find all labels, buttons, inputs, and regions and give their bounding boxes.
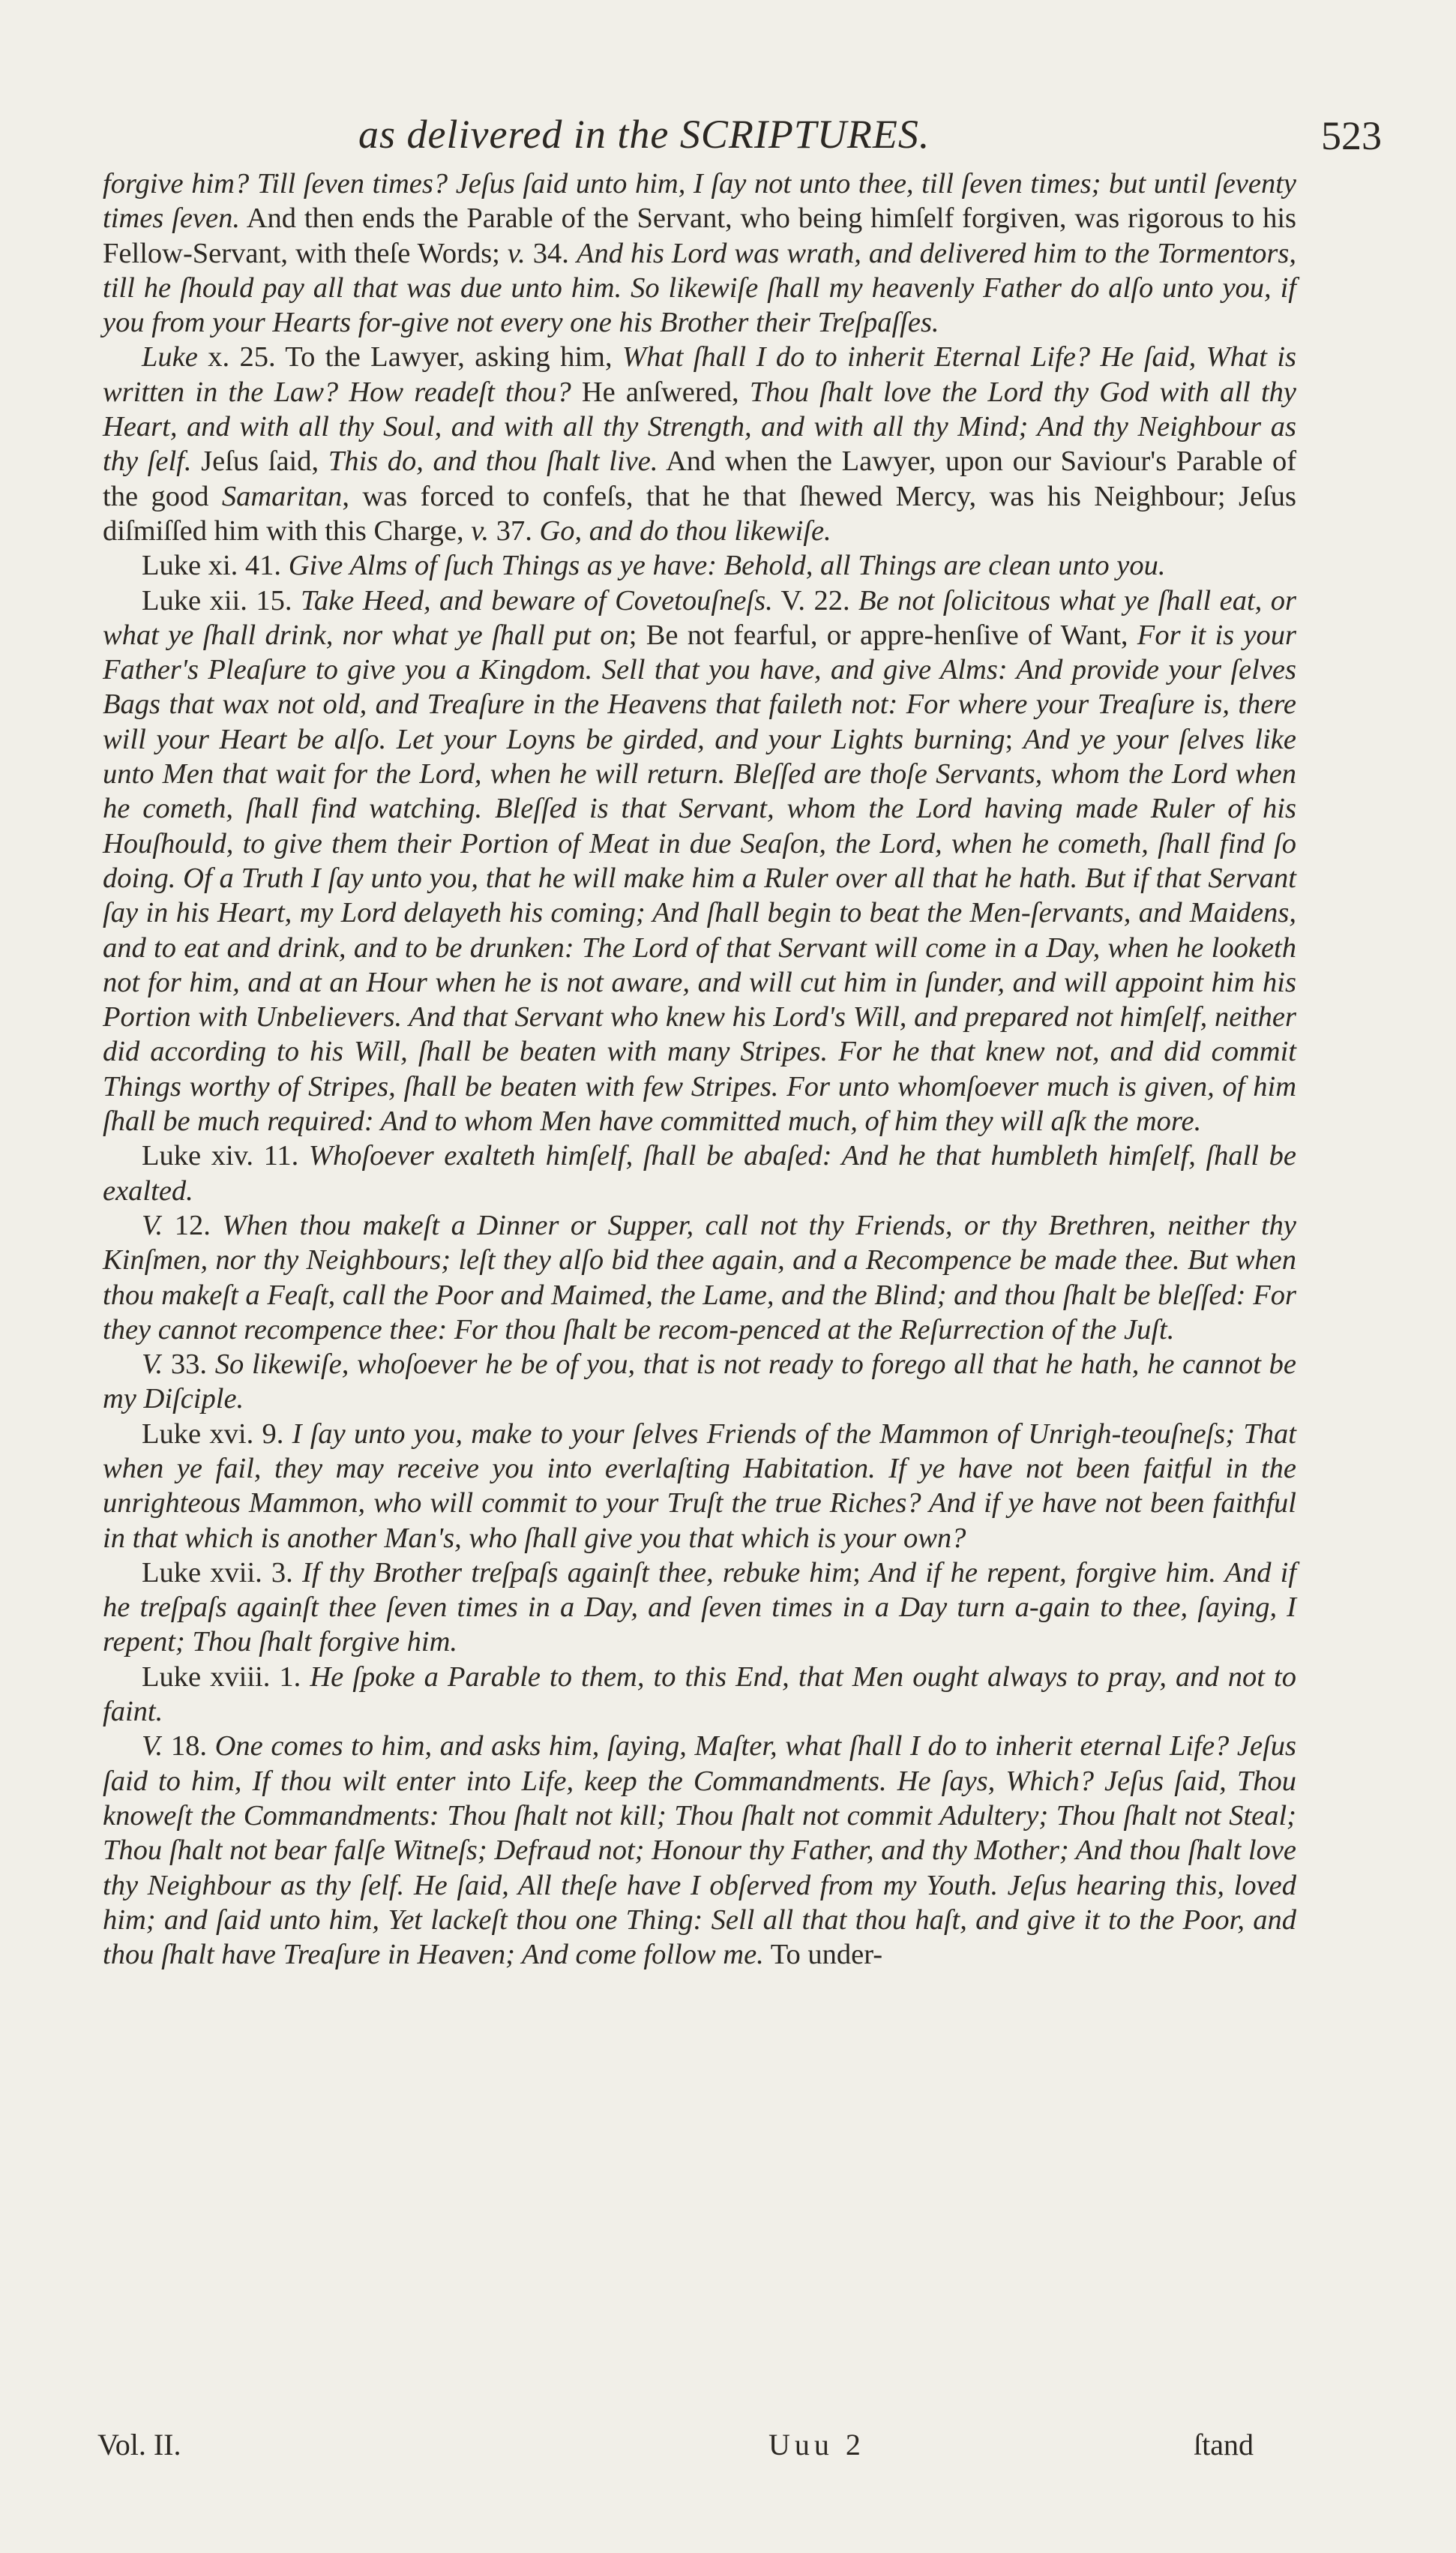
paragraph-p3 [103,548,1296,583]
roman-text: Luke xvii. 3. [142,1556,302,1588]
italic-text: And his Lord was wrath, and delivered him to the Tormentors, till he ſhould pay all that was due unto him. So likewiſe ſhall my heavenly Father do alſo unto you, if you from your Hearts for-give not every one his Brother their Treſpaſſes. [103,237,1297,339]
italic-text: If thy Brother treſpaſs againſt thee, rebuke him [301,1556,853,1588]
paragraph-p6 [103,1208,1296,1347]
signature-mark: Uuu 2 [768,2428,865,2462]
page-footer [0,2427,1456,2472]
italic-text: One comes to him, and asks him, ſaying, Maſter, what ſhall I do to inherit eternal Life? Jeſus ſaid to him, If thou wilt enter into Life, keep the Commandments. He ſays, Which? Jeſus ſaid, Thou knoweſt the Commandments: Thou ſhalt not kill; Thou ſhalt not commit Adultery; Thou ſhalt not Steal; Thou ſhalt not bear falſe Witneſs; Defraud not; Honour thy Father, and thy Mother; And thou ſhalt love thy Neighbour as thy ſelf. He ſaid, All theſe have I obſerved from my Youth. Jeſus hearing this, loved him; and ſaid unto him, Yet lackeſt thou one Thing: Sell all that thou haſt, and give it to the Poor, and thou ſhalt have Treaſure in Heaven; And come follow me. [103,1730,1297,1971]
italic-text: I ſay unto you, make to your ſelves Friends of the Mammon of Unrigh-teouſneſs; That when ye fail, they may receive you into everlaſting Habitation. If ye have not been faitful in the unrighteous Mammon, who will commit to your Truſt the true Riches? And if ye have not been faithful in that which is another Man's, who ſhall give you that which is your own? [103,1418,1296,1554]
paragraph-p11 [103,1729,1296,1972]
italic-text: Thou ſhalt love the Lord thy God with all thy Heart, and with all thy Soul, and with all thy Strength, and with all thy Mind; And thy Neighbour as thy ſelf. [103,376,1297,478]
italic-text: Samaritan [221,480,343,512]
catchword: ſtand [1194,2428,1254,2462]
italic-text: Be not ſolicitous what ye ſhall eat, or what ye ſhall drink, nor what ye ſhall put on [103,584,1297,651]
roman-text: Luke xi. 41. [142,550,289,582]
roman-text: ; [1005,723,1023,755]
roman-text: 18. [163,1730,215,1762]
italic-text: v. [507,237,526,269]
roman-text: To under- [763,1939,883,1971]
roman-text: , was forced to confeſs, that he that ſhewed Mercy, was his Neighbour; Jeſus diſmiſſed him with this Charge, [103,480,1296,547]
paragraph-p8 [103,1417,1296,1556]
roman-text: 12. [163,1209,223,1241]
volume-mark: Vol. II. [97,2428,181,2462]
italic-text: v. [471,514,490,547]
page-header [0,111,1456,171]
italic-text: V. [142,1209,163,1241]
roman-text: Luke xiv. 11. [142,1140,309,1172]
roman-text: 33. [163,1348,215,1381]
italic-text: forgive him? Till ſeven times? Jeſus ſaid unto him, I ſay not unto thee, till ſeven times; but until ſeventy times ſeven. [103,168,1296,235]
italic-text: And ye your ſelves like unto Men that wait for the Lord, when he will return. Bleſſed are thoſe Servants, whom the Lord when he cometh, ſhall find watching. Bleſſed is that Servant, whom the Lord having made Ruler of his Houſhould, to give them their Portion of Meat in due Seaſon, the Lord, when he cometh, ſhall find ſo doing. Of a Truth I ſay unto you, that he will make him a Ruler over all that he hath. But if that Servant ſay in his Heart, my Lord delayeth his coming; And ſhall begin to beat the Men-ſervants, and Maidens, and to eat and drink, and to be drunken: The Lord of that Servant will come in a Day, when he looketh not for him, and at an Hour when he is not aware, and will cut him in ſunder, and will appoint him his Portion with Unbelievers. And that Servant who knew his Lord's Will, and prepared not himſelf, neither did according to his Will, ſhall be beaten with many Stripes. For he that knew not, and did commit Things worthy of Stripes, ſhall be beaten with few Stripes. For unto whomſoever much is given, of him ſhall be much required: And to whom Men have committed much, of him they will aſk the more. [103,723,1296,1138]
roman-text: Jeſus ſaid, [191,446,328,478]
roman-text: ; Be not fearful, or appre-henſive of Want, [628,619,1137,651]
paragraph-p10 [103,1660,1296,1730]
italic-text: So likewiſe, whoſoever he be of you, that is not ready to forego all that he hath, he cannot be my Diſciple. [103,1348,1296,1415]
italic-text: Whoſoever exalteth himſelf, ſhall be abaſed: And he that humbleth himſelf, ſhall be exalted. [103,1140,1297,1207]
roman-text: And when the Lawyer, upon our Saviour's Parable of the good [103,446,1297,512]
roman-text: x. 25. To the Lawyer, asking him, [197,341,623,374]
italic-text: Give Alms of ſuch Things as ye have: Behold, all Things are clean unto you. [288,550,1166,582]
paragraph-p4 [103,584,1296,1139]
paragraph-p7 [103,1347,1296,1417]
italic-text: Go, and do thou likewiſe. [539,514,831,547]
roman-text: And then ends the Parable of the Servant, who being himſelf forgiven, was rigorous to his Fellow-Servant, with theſe Words; [103,202,1296,269]
roman-text: ; [852,1556,870,1588]
roman-text: Luke xviii. 1. [142,1660,310,1693]
italic-text: Take Heed, and beware of Covetouſneſs. [300,584,773,616]
roman-text: He anſwered, [571,376,750,408]
roman-text: V. 22. [772,584,859,616]
roman-text: Luke xvi. 9. [142,1418,292,1450]
roman-text: 34. [525,237,577,269]
italic-text: V. [142,1730,163,1762]
italic-text: Luke [142,341,198,374]
paragraph-p2 [103,340,1296,548]
page-number: 523 [1321,113,1382,158]
italic-text: V. [142,1348,163,1381]
italic-text: He ſpoke a Parable to them, to this End, that Men ought always to pray, and not to faint. [103,1660,1296,1728]
paragraph-p9 [103,1556,1296,1660]
italic-text: And if he repent, forgive him. And if he treſpaſs againſt thee ſeven times in a Day, and ſeven times in a Day turn a-gain to thee, ſaying, I repent; Thou ſhalt forgive him. [103,1556,1297,1658]
italic-text: This do, and thou ſhalt live. [328,446,658,478]
italic-text: What ſhall I do to inherit Eternal Life? He ſaid, What is written in the Law? How readeſt thou? [103,341,1296,408]
italic-text: For it is your Father's Pleaſure to give you a Kingdom. Sell that you have, and give Alms: And provide your ſelves Bags that wax not old, and Treaſure in the Heavens that faileth not: For where your Treaſure is, there will your Heart be alſo. Let your Loyns be girded, and your Lights burning [103,619,1296,755]
running-head: as delivered in the SCRIPTURES. [358,112,930,157]
italic-text: When thou makeſt a Dinner or Supper, call not thy Friends, or thy Brethren, neither thy Kinſmen, nor thy Neighbours; leſt they alſo bid thee again, and a Recompence be made thee. But when thou makeſt a Feaſt, call the Poor and Maimed, the Lame, and the Blind; and thou ſhalt be bleſſed: For they cannot recompence thee: For thou ſhalt be recom-penced at the Reſurrection of the Juſt. [103,1209,1297,1346]
body-text [103,166,1296,1972]
roman-text: Luke xii. 15. [142,584,301,616]
roman-text: 37. [489,514,540,547]
paragraph-p1 [103,166,1296,340]
paragraph-p5 [103,1138,1296,1208]
